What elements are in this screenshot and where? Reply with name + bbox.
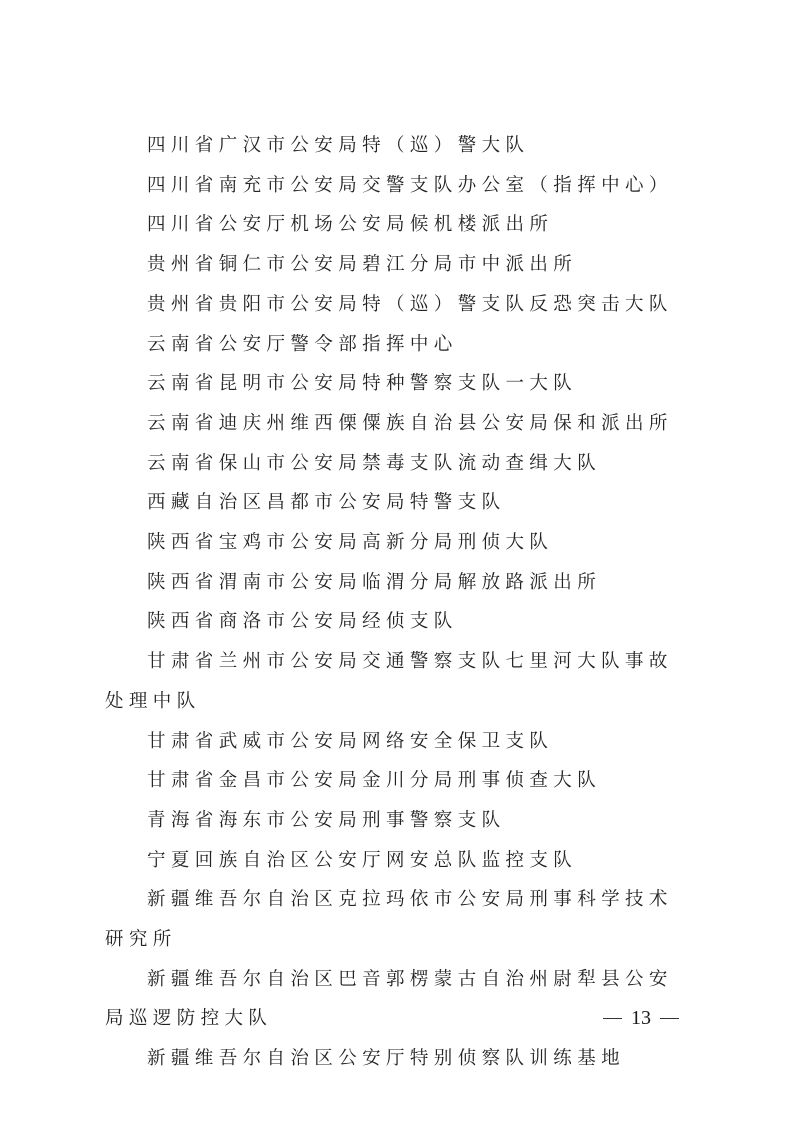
list-item: 云南省昆明市公安局特种警察支队一大队 [147,373,578,395]
list-item: 四川省广汉市公安局特（巡）警大队 [147,135,530,156]
list-item: 甘肃省金昌市公安局金川分局刑事侦查大队 [147,770,602,792]
page-number-right-dash [660,1018,679,1019]
page-number [603,1007,679,1030]
list-item: 陕西省宝鸡市公安局高新分局刑侦大队 [147,532,554,554]
list-item: 贵州省铜仁市公安局碧江分局市中派出所 [147,254,578,276]
unit-list [105,126,695,1079]
list-item: 宁夏回族自治区公安厅网安总队监控支队 [147,849,578,871]
list-item: 新疆维吾尔自治区公安厅特别侦察队训练基地 [147,1048,626,1070]
list-item: 陕西省商洛市公安局经侦支队 [147,611,458,633]
list-item: 新疆维吾尔自治区巴音郭楞蒙古自治州尉犁县公安局巡逻防控大队 [105,968,673,1030]
list-item: 新疆维吾尔自治区克拉玛依市公安局刑事科学技术研究所 [105,889,673,951]
page-number-value: 13 [631,1007,651,1029]
list-item: 云南省迪庆州维西傈僳族自治县公安局保和派出所 [147,412,673,434]
list-item: 西藏自治区昌都市公安局特警支队 [147,492,506,514]
list-item: 青海省海东市公安局刑事警察支队 [147,809,506,831]
list-item: 甘肃省武威市公安局网络安全保卫支队 [147,730,554,752]
list-item: 四川省公安厅机场公安局候机楼派出所 [147,214,554,236]
list-item: 四川省南充市公安局交警支队办公室（指挥中心） [147,174,673,196]
list-item: 贵州省贵阳市公安局特（巡）警支队反恐突击大队 [147,293,673,315]
list-item: 甘肃省兰州市公安局交通警察支队七里河大队事故处理中队 [105,651,673,712]
list-item: 云南省保山市公安局禁毒支队流动查缉大队 [147,452,602,474]
list-item: 陕西省渭南市公安局临渭分局解放路派出所 [147,571,602,593]
page-number-left-dash [603,1018,622,1019]
list-item: 云南省公安厅警令部指挥中心 [147,333,458,355]
